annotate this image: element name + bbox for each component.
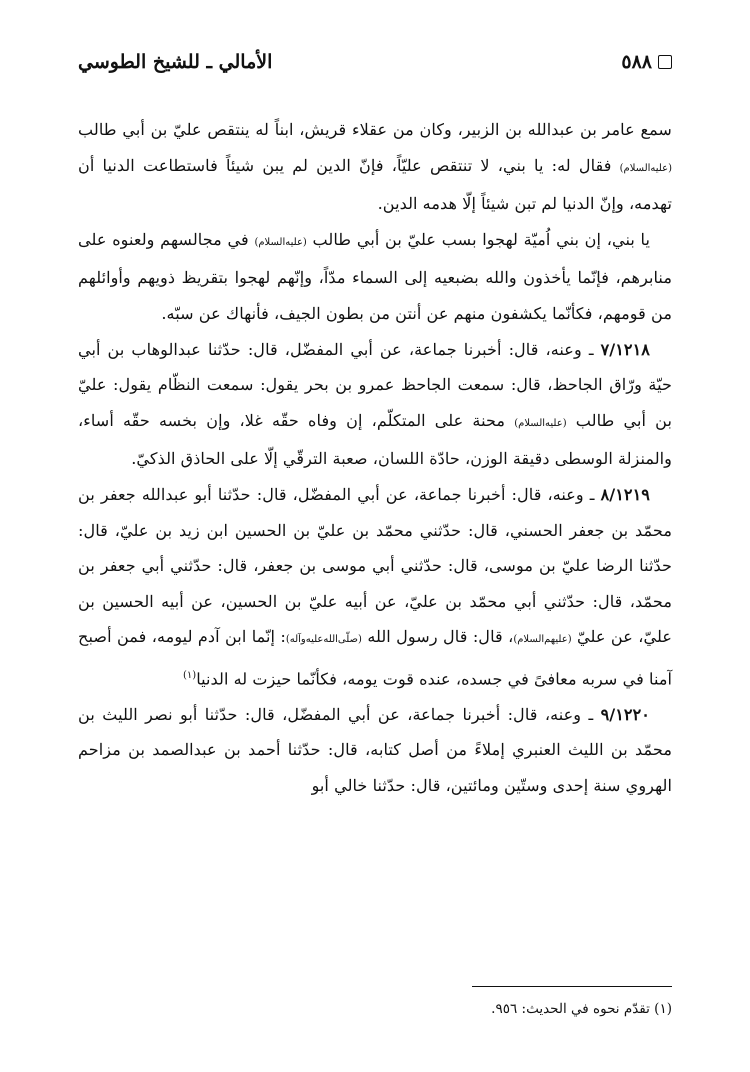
blessing-formula: (عليه‌السلام): [619, 162, 672, 174]
page-number-text: ٥٨٨: [621, 51, 652, 73]
blessing-formula: (عليه‌السلام): [254, 236, 307, 248]
hadith-1220: [78, 697, 672, 804]
paragraph-2: [78, 222, 672, 332]
blessing-formula: (صلّى‌الله‌عليه‌وآله): [285, 634, 362, 646]
text-segment: يا بني، إن بني اُميّة لهجوا بسب عليّ بن أبي طالب: [306, 229, 650, 249]
hadith-1219: [78, 477, 672, 697]
text-segment: ـ وعنه، قال: أخبرنا جماعة، عن أبي المفضّل، قال: حدّثنا أبو نصر الليث بن محمّد بن الليث العنبري إملاءً من أصل كتابه، قال: حدّثنا أحمد بن عبدالصمد بن مزاحم الهروي سنة إحدى وستّين ومائتين، قال: حدّثنا خالي أبو: [78, 704, 672, 796]
text-segment: ـ وعنه، قال: أخبرنا جماعة، عن أبي المفضّل، قال: حدّثنا عبدالوهاب بن أبي حيّة ورّاق الجاحظ، قال: سمعت الجاحظ عمرو بن بحر يقول: سمعت النظّام يقول: عليّ بن أبي طالب: [78, 339, 672, 430]
square-ornament-icon: [658, 55, 672, 69]
hadith-1218: [78, 332, 672, 477]
text-segment: محنة على المتكلّم، إن وفاه حقّه غلا، وإن بخسه حقّه أساء، والمنزلة الوسطى دقيقة الوزن، حادّة اللسان، صعبة الترقّي إلّا على الحاذق الذكيّ.: [78, 410, 672, 469]
footnote-divider: [472, 986, 672, 987]
text-segment: فقال له: يا بني، لا تنتقص عليّاً، فإنّ الدين لم يبن شيئاً فاستطاعت الدنيا أن تهدمه، وإنّ الدنيا لم تبن شيئاً إلّا هدمه الدين.: [78, 155, 672, 214]
running-title: الأمالي ـ للشيخ الطوسي: [78, 51, 273, 73]
text-segment: : إنّما ابن آدم ليومه، فمن أصبح آمنا في سربه معافىً في جسده، عنده قوت يومه، فكأنّما حيزت له الدنيا: [78, 627, 672, 689]
blessing-formula: (عليهم‌السلام): [513, 634, 572, 646]
page-body: [78, 112, 672, 804]
blessing-formula: (عليه‌السلام): [514, 417, 567, 429]
page-header: [78, 46, 672, 78]
footnote-reference[interactable]: (١): [183, 669, 197, 681]
hadith-number: ٩/١٢٢٠: [600, 704, 650, 724]
hadith-number: ٧/١٢١٨: [600, 339, 650, 359]
text-segment: في مجالسهم ولعنوه على منابرهم، فإنّما يأخذون والله بضبعيه إلى السماء مدّاً، وإنّهم لهجوا بتقريظ ذويهم وأوائلهم من قومهم، فكأنّما يكشفون منهم عن أنتن من بطون الجيف، فأنهاك عن سبّه.: [78, 229, 672, 323]
footnote: (١) تقدّم نحوه في الحديث: ٩٥٦.: [491, 1001, 672, 1017]
text-segment: ، قال: قال رسول الله: [361, 627, 514, 647]
text-segment: سمع عامر بن عبدالله بن الزبير، وكان من عقلاء قريش، ابناً له ينتقص عليّ بن أبي طالب: [78, 120, 672, 139]
hadith-number: ٨/١٢١٩: [600, 484, 650, 504]
paragraph-1: [78, 112, 672, 222]
text-segment: ـ وعنه، قال: أخبرنا جماعة، عن أبي المفضّل، قال: حدّثنا أبو عبدالله جعفر بن محمّد بن جعفر الحسني، قال: حدّثني محمّد بن عليّ بن الحسين ابن زيد بن عليّ، قال: حدّثنا الرضا عليّ بن موسى، قال: حدّثني أبي موسى بن جعفر، قال: حدّثني أبي جعفر بن محمّد، قال: حدّثني أبي محمّد بن عليّ، عن أبيه عليّ بن الحسين، عن أبيه الحسين بن عليّ، عن عليّ: [78, 484, 672, 647]
page-number: [621, 51, 672, 73]
